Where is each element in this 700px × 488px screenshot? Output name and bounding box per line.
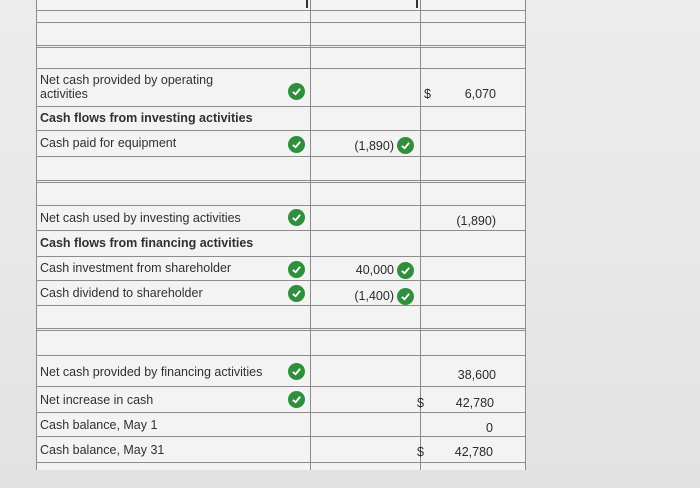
check-circle-icon (288, 391, 305, 408)
grid-line (36, 355, 526, 356)
grid-line (36, 68, 526, 69)
net-operating-amount: 6,070 (464, 87, 496, 101)
check-circle-icon (397, 262, 414, 279)
grid-line (36, 305, 526, 306)
net-financing-label: Net cash provided by financing activities (40, 365, 263, 379)
check-circle-icon (288, 363, 305, 380)
cash-flow-worksheet (36, 0, 526, 470)
column-marker (416, 0, 418, 8)
grid-line (36, 230, 526, 231)
grid-line (36, 205, 526, 206)
equipment-amount: (1,890) (354, 139, 394, 153)
grid-line (36, 106, 526, 107)
investment-label: Cash investment from shareholder (40, 261, 232, 275)
check-circle-icon (288, 83, 305, 100)
grid-line (36, 130, 526, 131)
grid-line (36, 328, 526, 329)
check-circle-icon (397, 137, 414, 154)
net-financing-amount: 38,600 (457, 368, 496, 382)
column-marker (306, 0, 308, 8)
grid-line (36, 182, 526, 183)
grid-line (36, 47, 526, 48)
balance-may1-amount: 0 (486, 421, 493, 435)
dollar-sign: $ (424, 87, 431, 101)
grid-line (36, 22, 526, 23)
net-operating-label: Net cash provided by operating activities (40, 73, 214, 101)
grid-line (36, 0, 37, 470)
grid-line (36, 45, 526, 46)
grid-line (36, 280, 526, 281)
balance-may31-label: Cash balance, May 31 (40, 443, 165, 457)
dollar-sign: $ (417, 396, 424, 410)
grid-line (36, 436, 526, 437)
investing-header: Cash flows from investing activities (40, 111, 253, 125)
balance-may31-amount: 42,780 (454, 445, 493, 459)
grid-line (36, 412, 526, 413)
grid-line (36, 180, 526, 181)
grid-line (36, 156, 526, 157)
balance-may1-label: Cash balance, May 1 (40, 418, 158, 432)
equipment-label: Cash paid for equipment (40, 136, 177, 150)
grid-line (525, 0, 526, 470)
grid-line (36, 462, 526, 463)
dividend-label: Cash dividend to shareholder (40, 286, 203, 300)
dividend-amount: (1,400) (354, 289, 394, 303)
grid-line (36, 10, 526, 11)
grid-line (36, 386, 526, 387)
check-circle-icon (288, 136, 305, 153)
check-circle-icon (288, 209, 305, 226)
check-circle-icon (288, 261, 305, 278)
net-increase-label: Net increase in cash (40, 393, 154, 407)
grid-line (36, 256, 526, 257)
grid-line (310, 0, 311, 470)
net-increase-amount: 42,780 (455, 396, 494, 410)
check-circle-icon (288, 285, 305, 302)
dollar-sign: $ (417, 445, 424, 459)
net-investing-label: Net cash used by investing activities (40, 211, 241, 225)
net-investing-amount: (1,890) (456, 214, 496, 228)
financing-header: Cash flows from financing activities (40, 236, 254, 250)
grid-line (36, 330, 526, 331)
investment-amount: 40,000 (355, 263, 394, 277)
check-circle-icon (397, 288, 414, 305)
